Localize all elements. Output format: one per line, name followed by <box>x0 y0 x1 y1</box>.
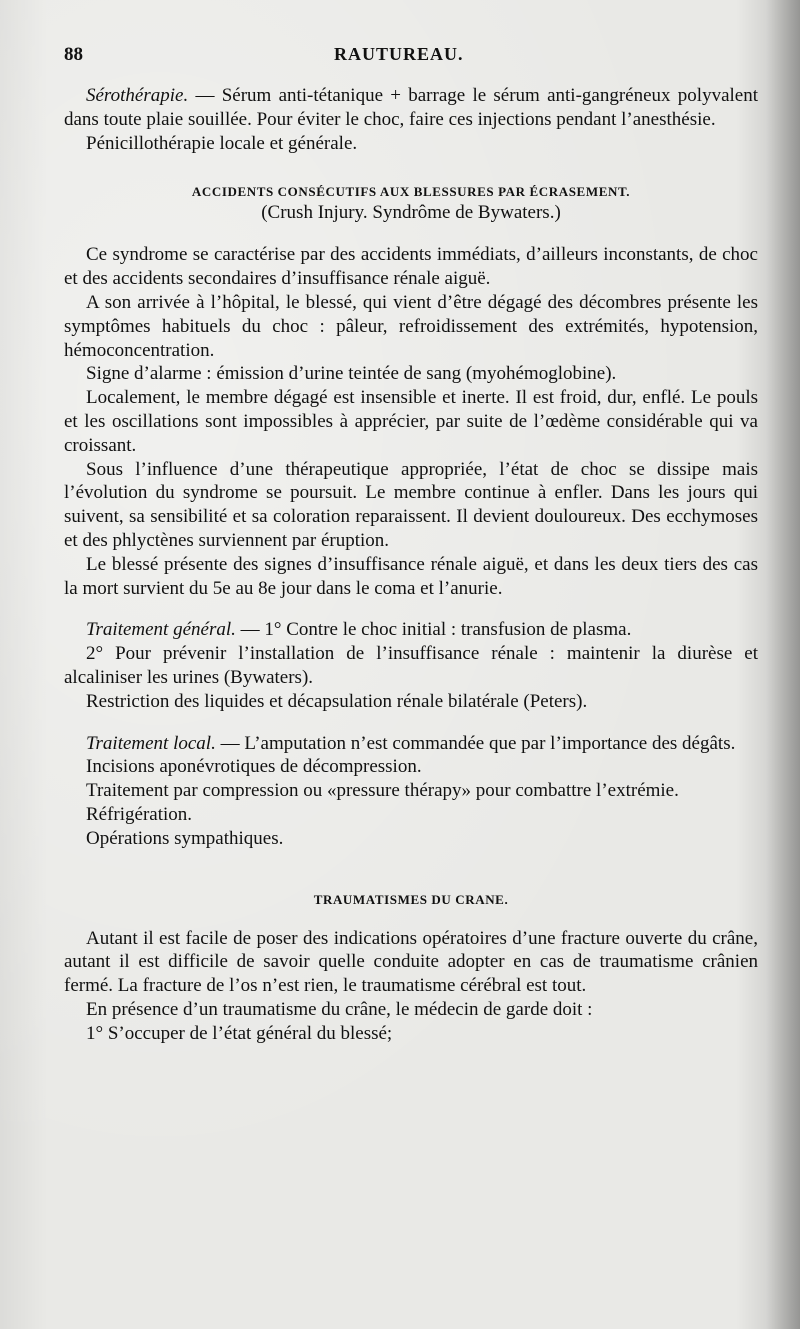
traitement-local-item: Traitement par compression ou «pressure thérapy» pour combattre l’extrémie. <box>86 780 679 802</box>
crush-paragraph: Le blessé présente des signes d’insuffisance rénale aiguë, et dans les deux tiers des cas la mort survient du 5e au 8e jour dans le coma et l’anurie. <box>64 553 758 599</box>
penicillotherapie-line: Pénicillothérapie locale et générale. <box>86 132 358 154</box>
crane-paragraph: Autant il est facile de poser des indications opératoires d’une fracture ouverte du crâne, autant il est difficile de savoir quelle conduite adopter en cas de traumatisme crânien fermé. La fracture de l’os n’est rien, le traumatisme cérébral est tout. <box>64 927 758 997</box>
serotherapie-paragraph <box>64 84 758 132</box>
crane-paragraph: 1° S’occuper de l’état général du blessé; <box>86 1022 393 1044</box>
crush-paragraph: Sous l’influence d’une thérapeutique appropriée, l’état de choc se dissipe mais l’évolution du syndrome se poursuit. Le membre continue à enfler. Dans les jours qui suivent, sa sensibilité et sa coloration reparaissent. Il devient douloureux. Des ecchymoses et des phlyctènes surviennent par éruption. <box>64 458 758 551</box>
traitement-local-item: Réfrigération. <box>86 803 193 825</box>
traitement-general-label: Traitement général. <box>86 619 236 641</box>
crush-paragraph: Localement, le membre dégagé est insensible et inerte. Il est froid, dur, enflé. Le pouls et les oscillations sont impossibles à apprécier, par suite de l’œdème considérable qui va croissant. <box>64 387 758 456</box>
crush-paragraph: Signe d’alarme : émission d’urine teintée de sang (myohémoglobine). <box>86 363 617 385</box>
crush-section-subtitle: (Crush Injury. Syndrôme de Bywaters.) <box>261 202 561 224</box>
traitement-general-item: 2° Pour prévenir l’installation de l’insuffisance rénale : maintenir la diurèse et alcaliniser les urines (Bywaters). <box>64 643 758 688</box>
running-head: RAUTUREAU. <box>334 44 464 64</box>
traitement-local-paragraph <box>64 732 758 756</box>
serotherapie-label: Sérothérapie. <box>86 85 189 106</box>
spine-shadow <box>766 0 800 1329</box>
page-header <box>64 44 754 72</box>
traitement-general-item: — 1° Contre le choc initial : transfusion de plasma. <box>235 619 632 641</box>
page-body <box>64 84 758 1046</box>
traitement-general-paragraph <box>64 618 758 642</box>
traitement-local-item: Incisions aponévrotiques de décompression. <box>86 756 422 778</box>
serotherapie-text: — Sérum anti-tétanique + barrage le sérum anti-gangréneux polyvalent dans toute plaie souillée. Pour éviter le choc, faire ces injections pendant l’anesthésie. <box>64 85 758 130</box>
crane-paragraph: En présence d’un traumatisme du crâne, le médecin de garde doit : <box>86 998 593 1020</box>
crush-paragraph: A son arrivée à l’hôpital, le blessé, qui vient d’être dégagé des décombres présente les symptômes habituels du choc : pâleur, refroidissement des extrémités, hypotension, hémoconcentration. <box>64 291 758 361</box>
crane-section-title: TRAUMATISMES DU CRANE. <box>313 891 509 907</box>
crush-section-title: ACCIDENTS CONSÉCUTIFS AUX BLESSURES PAR ÉCRASEMENT. <box>191 184 631 200</box>
traitement-local-label: Traitement local. <box>86 732 216 754</box>
traitement-local-item: — L’amputation n’est commandée que par l’importance des dégâts. <box>215 732 736 754</box>
page-number: 88 <box>64 44 83 65</box>
traitement-local-item: Opérations sympathiques. <box>86 827 284 849</box>
traitement-general-item: Restriction des liquides et décapsulation rénale bilatérale (Peters). <box>86 690 588 712</box>
crush-paragraph: Ce syndrome se caractérise par des accidents immédiats, d’ailleurs inconstants, de choc et des accidents secondaires d’insuffisance rénale aiguë. <box>64 244 758 290</box>
